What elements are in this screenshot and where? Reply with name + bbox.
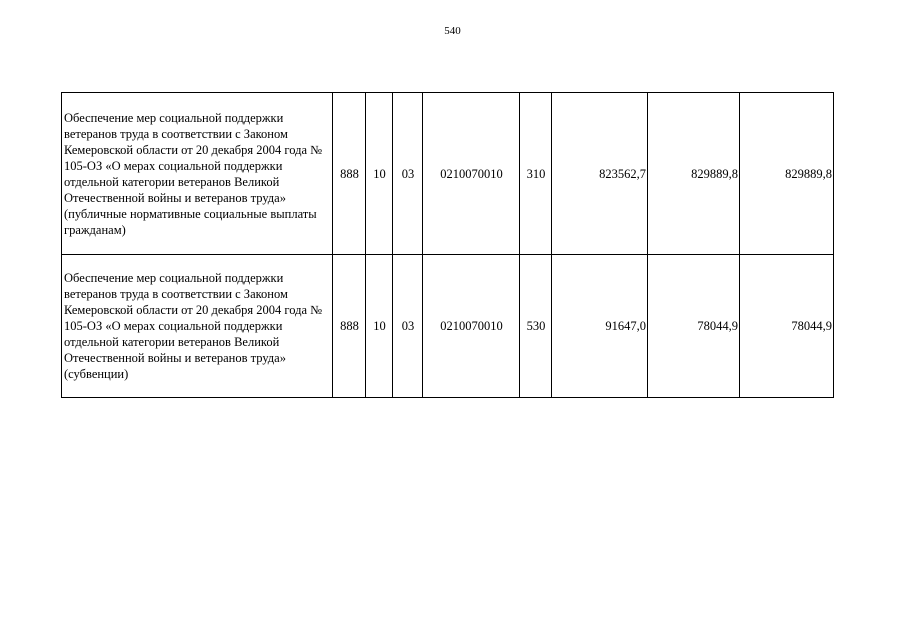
expense-description: Обеспечение мер социальной поддержки ветеранов труда в соответствии с Законом Кемеровской области от 20 декабря 2004 года № 105-ОЗ «О мерах социальной поддержки отдельной категории ветеранов Великой Отечественной войны и ветеранов труда» (субвенции) (62, 255, 333, 398)
amount-year-1: 91647,0 (552, 255, 648, 398)
budget-table (61, 92, 834, 398)
expense-type-code: 530 (520, 255, 552, 398)
table-row (62, 255, 834, 398)
table-row (62, 93, 834, 255)
amount-year-3: 829889,8 (740, 93, 834, 255)
amount-year-2: 829889,8 (648, 93, 740, 255)
section-code: 10 (366, 255, 393, 398)
amount-year-3: 78044,9 (740, 255, 834, 398)
subsection-code: 03 (393, 93, 423, 255)
ministry-code: 888 (333, 255, 366, 398)
amount-year-2: 78044,9 (648, 255, 740, 398)
ministry-code: 888 (333, 93, 366, 255)
expense-description: Обеспечение мер социальной поддержки ветеранов труда в соответствии с Законом Кемеровской области от 20 декабря 2004 года № 105-ОЗ «О мерах социальной поддержки отдельной категории ветеранов Великой Отечественной войны и ветеранов труда» (публичные нормативные социальные выплаты гражданам) (62, 93, 333, 255)
target-article-code: 0210070010 (423, 93, 520, 255)
page-number: 540 (444, 25, 461, 37)
target-article-code: 0210070010 (423, 255, 520, 398)
subsection-code: 03 (393, 255, 423, 398)
expense-type-code: 310 (520, 93, 552, 255)
section-code: 10 (366, 93, 393, 255)
amount-year-1: 823562,7 (552, 93, 648, 255)
